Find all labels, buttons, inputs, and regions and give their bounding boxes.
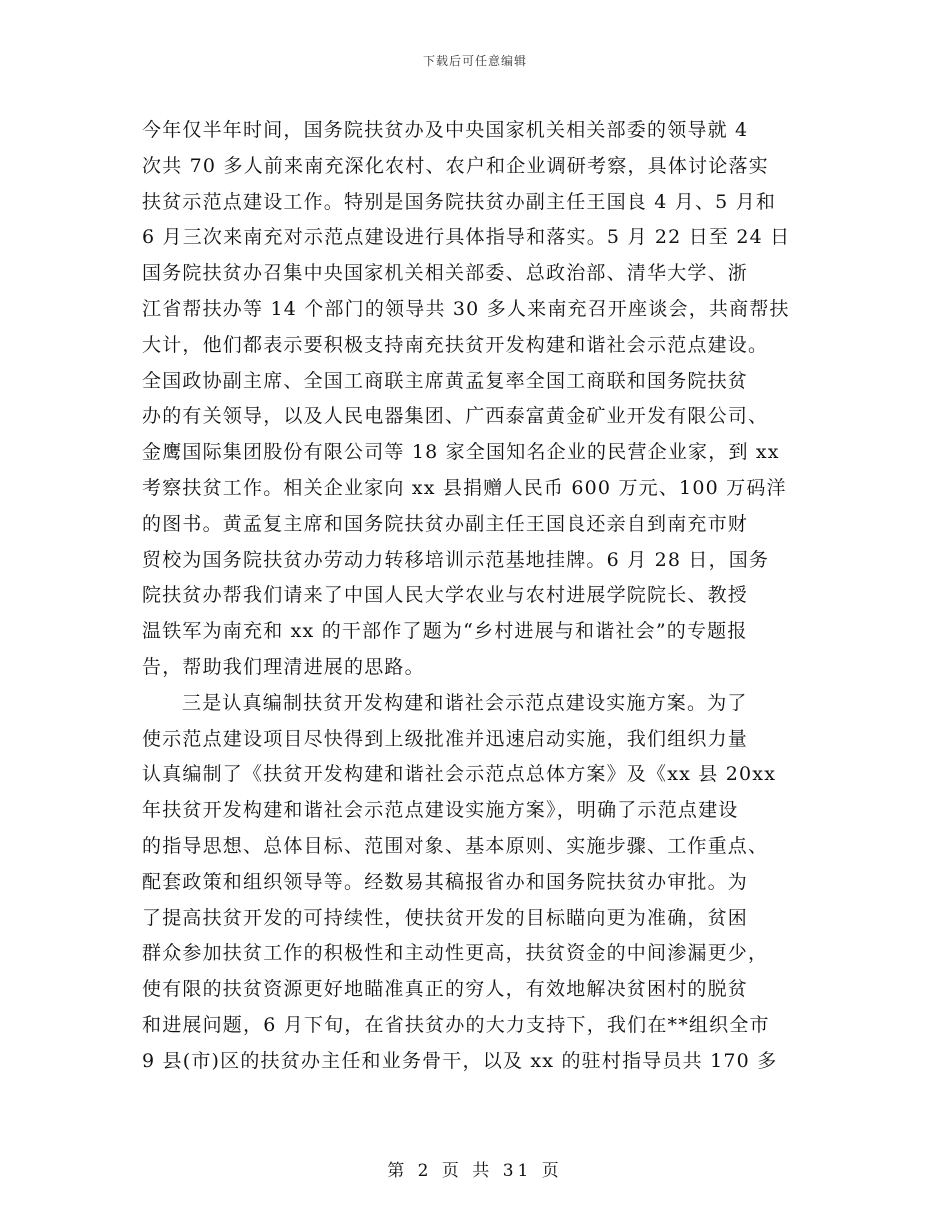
text-line: 9 县(市)区的扶贫办主任和业务骨干，以及 xx 的驻村指导员共 170 多 [142, 1049, 778, 1072]
text-line: 的图书。黄孟复主席和国务院扶贫办副主任王国良还亲自到南充市财 [142, 512, 749, 535]
text-line: 办的有关领导，以及人民电器集团、广西泰富黄金矿业开发有限公司、 [142, 405, 769, 428]
text-line: 金鹰国际集团股份有限公司等 18 家全国知名企业的民营企业家，到 xx [142, 441, 780, 464]
text-line: 全国政协副主席、全国工商联主席黄孟复率全国工商联和国务院扶贫 [142, 369, 749, 392]
text-line: 江省帮扶办等 14 个部门的领导共 30 多人来南充召开座谈会，共商帮扶 [142, 297, 790, 320]
text-line: 温铁军为南充和 xx 的干部作了题为“乡村进展与和谐社会”的专题报 [142, 620, 748, 643]
text-line: 今年仅半年时间，国务院扶贫办及中央国家机关相关部委的领导就 4 [142, 119, 749, 141]
text-line: 和进展问题，6 月下旬，在省扶贫办的大力支持下，我们在**组织全市 [142, 1013, 770, 1036]
page-header: 下载后可任意编辑 [422, 54, 527, 68]
text-line: 认真编制了《扶贫开发构建和谐社会示范点总体方案》及《xx 县 20xx [142, 763, 777, 786]
text-line: 了提高扶贫开发的可持续性，使扶贫开发的目标瞄向更为准确，贫困 [142, 906, 749, 929]
text-line: 院扶贫办帮我们请来了中国人民大学农业与农村进展学院院长、教授 [142, 584, 749, 607]
text-line: 的指导思想、总体目标、范围对象、基本原则、实施步骤、工作重点、 [142, 834, 769, 857]
text-line: 告，帮助我们理清进展的思路。 [142, 655, 425, 678]
text-line: 扶贫示范点建设工作。特别是国务院扶贫办副主任王国良 4 月、5 月和 [142, 190, 777, 213]
text-line: 使示范点建设项目尽快得到上级批准并迅速启动实施，我们组织力量 [142, 727, 749, 750]
text-line: 6 月三次来南充对示范点建设进行具体指导和落实。5 月 22 日至 24 日 [142, 226, 791, 249]
text-line: 国务院扶贫办召集中央国家机关相关部委、总政治部、清华大学、浙 [142, 262, 749, 285]
paragraph-start-line: 三是认真编制扶贫开发构建和谐社会示范点建设实施方案。为了 [182, 691, 748, 714]
text-line: 考察扶贫工作。相关企业家向 xx 县捐赠人民币 600 万元、100 万码洋 [142, 476, 787, 499]
text-line: 使有限的扶贫资源更好地瞄准真正的穷人，有效地解决贫困村的脱贫 [142, 978, 749, 1001]
text-line: 大计，他们都表示要积极支持南充扶贫开发构建和谐社会示范点建设。 [142, 333, 769, 356]
page-number: 第 2 页 共 31 页 [387, 1161, 563, 1181]
text-line: 配套政策和组织领导等。经数易其稿报省办和国务院扶贫办审批。为 [142, 870, 749, 893]
text-line: 贸校为国务院扶贫办劳动力转移培训示范基地挂牌。6 月 28 日，国务 [142, 548, 770, 571]
text-line: 年扶贫开发构建和谐社会示范点建设实施方案》，明确了示范点建设 [142, 799, 739, 822]
document-body [142, 113, 810, 1080]
text-line: 次共 70 多人前来南充深化农村、农户和企业调研考察，具体讨论落实 [142, 154, 769, 177]
text-line: 群众参加扶贫工作的积极性和主动性更高，扶贫资金的中间渗漏更少， [142, 942, 769, 965]
